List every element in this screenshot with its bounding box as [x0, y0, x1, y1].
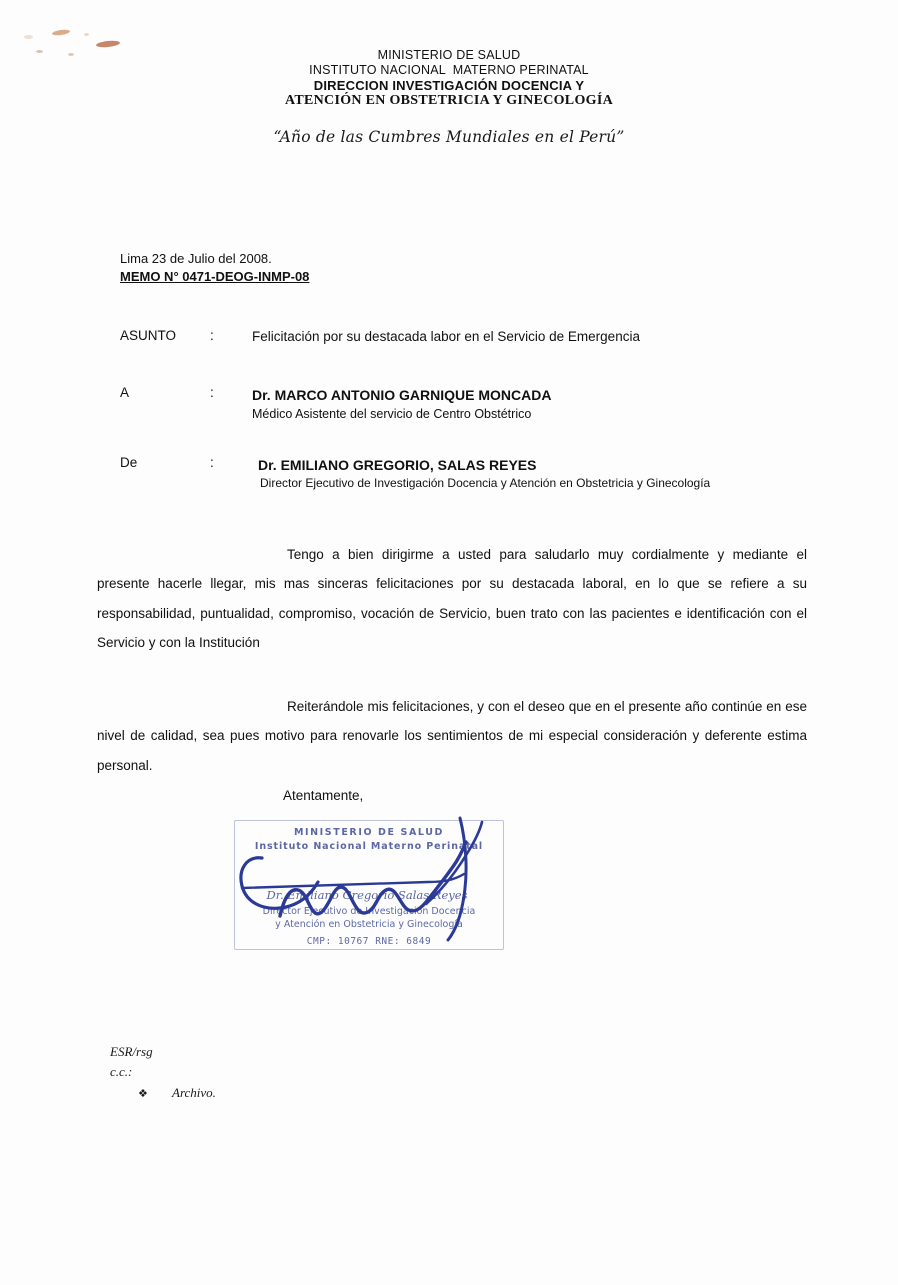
document-date: Lima 23 de Julio del 2008. — [120, 251, 272, 266]
scan-artifact — [96, 40, 120, 48]
sender-value-group — [252, 455, 828, 493]
year-slogan: “Año de las Cumbres Mundiales en el Perú” — [273, 128, 625, 146]
sender-label: De — [120, 455, 138, 470]
diamond-bullet-icon: ❖ — [138, 1087, 148, 1100]
recipient-label: A — [120, 385, 130, 400]
recipient-colon: : — [210, 385, 214, 400]
footer-cc-item-text: Archivo. — [172, 1085, 216, 1100]
stamp-role-line-1: Director Ejecutivo de Investigación Docencia — [262, 906, 476, 917]
letterhead-ministry: MINISTERIO DE SALUD — [377, 48, 521, 62]
stamp-institute-line: Instituto Nacional Materno Perinatal — [254, 840, 484, 852]
asunto-colon: : — [210, 328, 214, 343]
official-stamp — [240, 826, 498, 854]
asunto-label: ASUNTO — [120, 328, 177, 343]
document-footer — [110, 1042, 216, 1103]
field-row-sender — [120, 455, 828, 493]
stamp-role-line-2: y Atención en Obstetricia y Ginecología — [275, 918, 463, 930]
scan-artifact — [52, 29, 71, 36]
stamp-signer-name: Dr. Emiliano Gregorio Salas Reyes — [266, 888, 468, 902]
asunto-value: Felicitación por su destacada labor en el Servicio de Emergencia — [252, 329, 640, 344]
scan-artifact — [84, 33, 89, 36]
sender-colon: : — [210, 455, 214, 470]
body-paragraph-1: Tengo a bien dirigirme a usted para saludarlo muy cordialmente y mediante el presente hacerle llegar, mis mas sinceras felicitaciones por su destacada laboral, en lo que se refiere a su responsabilidad, puntualidad, compromiso, vocación de Servicio, buen trato con las pacientes e identificación con el Servicio y con la Institución — [97, 547, 807, 651]
closing-salutation: Atentamente, — [283, 788, 364, 803]
stamp-signer-role — [236, 906, 502, 932]
asunto-value-group — [252, 328, 828, 347]
scan-artifact — [24, 35, 33, 39]
footer-initials: ESR/rsg — [110, 1044, 153, 1059]
letterhead-department: ATENCIÓN EN OBSTETRICIA Y GINECOLOGÍA — [285, 92, 613, 108]
sender-role: Director Ejecutivo de Investigación Docencia y Atención en Obstetricia y Ginecología — [260, 476, 711, 491]
letter-body — [97, 540, 807, 814]
footer-cc-label: c.c.: — [110, 1063, 133, 1079]
letterhead-direction: DIRECCION INVESTIGACIÓN DOCENCIA Y — [313, 77, 585, 93]
recipient-value-group — [252, 385, 828, 423]
stamp-ministry-line: MINISTERIO DE SALUD — [293, 827, 445, 838]
sender-name: Dr. EMILIANO GREGORIO, SALAS REYES — [258, 457, 537, 473]
memo-number: MEMO N° 0471-DEOG-INMP-08 — [120, 268, 310, 284]
field-row-asunto — [120, 328, 828, 347]
date-and-memo-number — [120, 250, 309, 286]
body-paragraph-2: Reiterándole mis felicitaciones, y con el deseo que en el presente año continúe en ese nivel de calidad, sea pues motivo para renovarle los sentimientos de mi especial consideración y deferente estima personal. — [97, 698, 807, 773]
letterhead — [0, 48, 898, 109]
footer-cc-entry — [110, 1083, 216, 1103]
recipient-name: Dr. MARCO ANTONIO GARNIQUE MONCADA — [252, 387, 552, 403]
recipient-role: Médico Asistente del servicio de Centro Obstétrico — [252, 407, 532, 422]
signature-and-stamp — [232, 818, 522, 958]
field-row-recipient — [120, 385, 828, 423]
letterhead-institute: INSTITUTO NACIONAL MATERNO PERINATAL — [309, 62, 589, 77]
stamp-registration-numbers: CMP: 10767 RNE: 6849 — [306, 936, 432, 947]
